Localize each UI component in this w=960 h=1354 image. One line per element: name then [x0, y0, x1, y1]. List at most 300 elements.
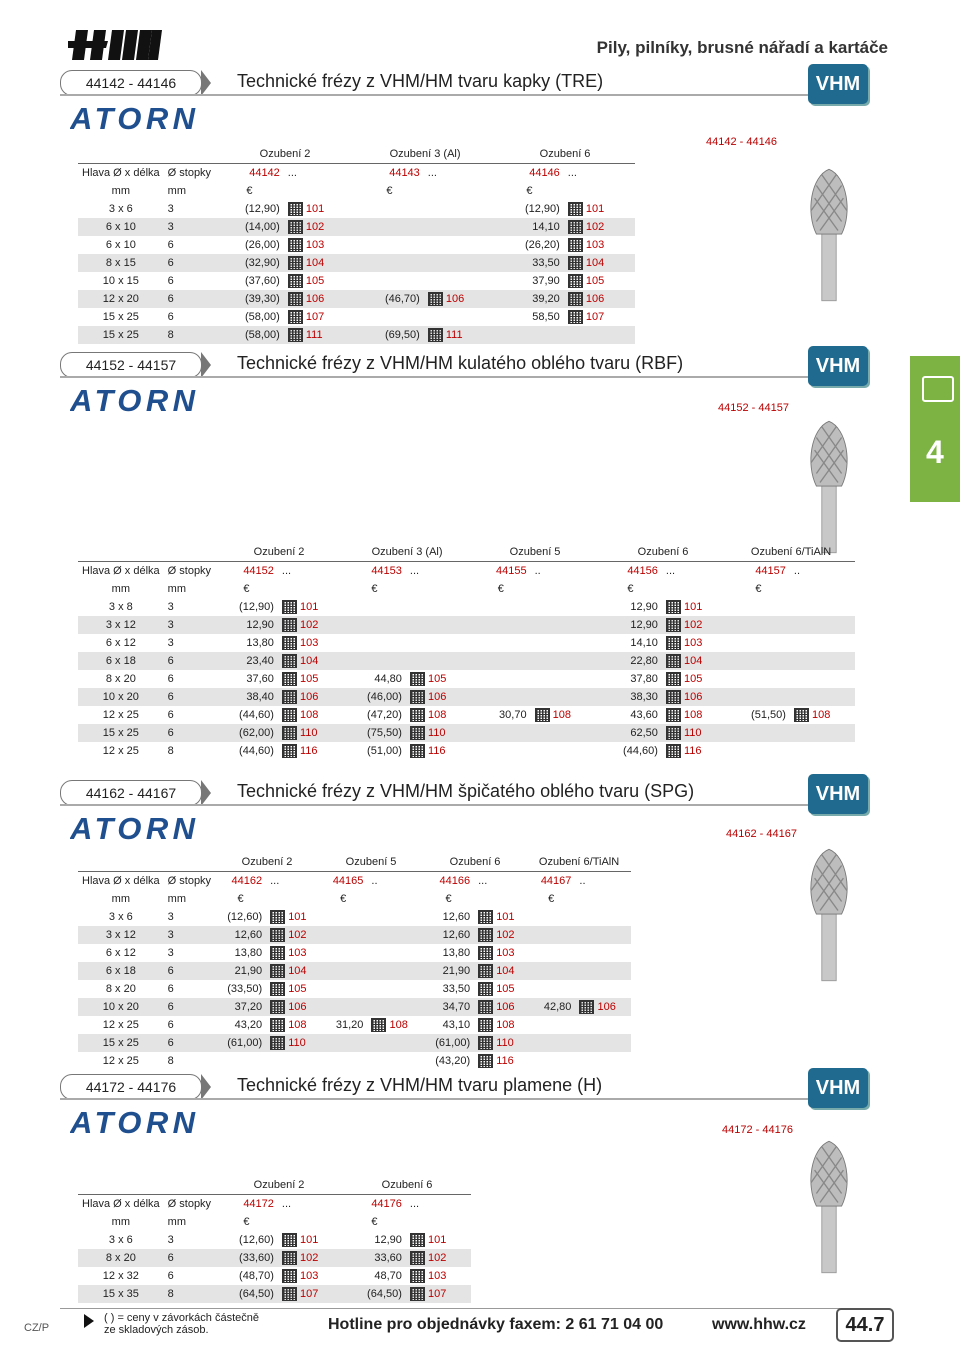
- table-spacer: [78, 1176, 164, 1195]
- order-ref-cell: [284, 290, 355, 308]
- order-ref-cell: [575, 926, 631, 944]
- price-cell: 37,60: [215, 670, 278, 688]
- section-divider: [60, 804, 868, 806]
- group-code-dots: ...: [281, 565, 292, 577]
- shank-diameter: 6: [164, 254, 215, 272]
- currency-symbol: €: [755, 583, 762, 595]
- order-ref-cell: [531, 742, 600, 760]
- order-ref-cell: [424, 308, 495, 326]
- shank-diameter: 3: [164, 218, 215, 236]
- price-cell: (64,50): [343, 1285, 406, 1303]
- order-ref-number: 103: [299, 1269, 319, 1282]
- qr-code-icon: [428, 328, 443, 342]
- order-ref-cell: [575, 908, 631, 926]
- price-cell: [471, 616, 531, 634]
- order-ref-number: 101: [288, 910, 307, 923]
- order-ref-number: 107: [427, 1287, 447, 1300]
- group-label: Ozubení 6: [343, 1176, 471, 1195]
- order-ref-cell: [662, 742, 727, 760]
- price-cell: (12,90): [215, 598, 278, 616]
- table-spacer: [284, 182, 355, 200]
- shank-diameter: 6: [164, 290, 215, 308]
- table-spacer: [164, 853, 215, 872]
- price-cell: [319, 1052, 367, 1070]
- qr-code-icon: [270, 946, 285, 960]
- qr-code-icon: [288, 238, 303, 252]
- order-ref-cell: [790, 670, 855, 688]
- order-ref-number: 103: [305, 238, 325, 251]
- table-row: [78, 688, 855, 706]
- image-product-code: 44142 - 44146: [706, 136, 777, 148]
- table-group-row: [78, 543, 855, 562]
- table-spacer: [564, 182, 635, 200]
- order-ref-cell: [564, 254, 635, 272]
- shank-diameter: 6: [164, 670, 215, 688]
- order-ref-cell: [575, 998, 631, 1016]
- price-cell: 13,80: [215, 634, 278, 652]
- price-cell: 31,20: [319, 1016, 367, 1034]
- table-spacer: [790, 580, 855, 598]
- order-ref-cell: [406, 1231, 471, 1249]
- order-ref-cell: [367, 1052, 423, 1070]
- col-shank-label: Ø stopky: [167, 875, 212, 887]
- qr-code-icon: [282, 708, 297, 722]
- group-code: 44172: [243, 1198, 274, 1210]
- group-code: 44176: [371, 1198, 402, 1210]
- table-spacer: [278, 580, 343, 598]
- qr-code-icon: [579, 1000, 594, 1014]
- price-cell: [527, 1016, 575, 1034]
- group-label: Ozubení 2: [215, 1176, 343, 1195]
- price-cell: (33,50): [215, 980, 266, 998]
- order-ref-number: 102: [299, 1251, 319, 1264]
- atorn-logo: [70, 384, 205, 416]
- order-ref-cell: [266, 962, 319, 980]
- head-size: 8 x 20: [78, 670, 164, 688]
- shank-diameter: 6: [164, 272, 215, 290]
- section-divider: [60, 376, 868, 378]
- table-spacer: [164, 145, 215, 164]
- table-group-row: [78, 1176, 471, 1195]
- qr-code-icon: [288, 310, 303, 324]
- order-ref-cell: [406, 1249, 471, 1267]
- shank-diameter: 6: [164, 980, 215, 998]
- price-cell: (51,50): [727, 706, 790, 724]
- table-spacer: [406, 580, 471, 598]
- order-ref-cell: [367, 1016, 423, 1034]
- price-cell: [355, 200, 424, 218]
- order-ref-number: 105: [496, 982, 515, 995]
- qr-code-icon: [282, 1269, 297, 1283]
- col-head-label: Hlava Ø x délka: [82, 875, 160, 887]
- head-size: 3 x 12: [78, 926, 164, 944]
- table-spacer: [266, 890, 319, 908]
- page-footer: [0, 1300, 960, 1354]
- order-ref-cell: [575, 1016, 631, 1034]
- qr-code-icon: [270, 1018, 285, 1032]
- table-row: [78, 308, 635, 326]
- order-ref-number: 108: [427, 708, 447, 721]
- table-row: [78, 236, 635, 254]
- shank-diameter: 3: [164, 944, 215, 962]
- price-cell: 44,80: [343, 670, 406, 688]
- price-cell: 34,70: [423, 998, 474, 1016]
- price-cell: [527, 1052, 575, 1070]
- atorn-logo: [70, 1106, 205, 1138]
- table-header-row: [78, 164, 635, 183]
- group-label: Ozubení 5: [471, 543, 599, 562]
- head-size: 15 x 25: [78, 1034, 164, 1052]
- order-ref-cell: [278, 652, 343, 670]
- currency-symbol: €: [237, 893, 244, 905]
- order-ref-cell: [790, 652, 855, 670]
- order-ref-number: 104: [585, 256, 605, 269]
- price-cell: [727, 670, 790, 688]
- price-cell: (58,00): [215, 326, 284, 344]
- qr-code-icon: [410, 744, 425, 758]
- qr-code-icon: [270, 1036, 285, 1050]
- order-ref-number: 101: [585, 202, 605, 215]
- qr-code-icon: [282, 1233, 297, 1247]
- price-cell: (39,30): [215, 290, 284, 308]
- vhm-badge: VHM: [808, 1068, 868, 1108]
- order-ref-cell: [284, 200, 355, 218]
- order-ref-cell: [575, 962, 631, 980]
- order-ref-number: 101: [299, 600, 319, 613]
- head-size: 8 x 20: [78, 1249, 164, 1267]
- qr-code-icon: [666, 636, 681, 650]
- price-cell: (37,60): [215, 272, 284, 290]
- shank-diameter: 8: [164, 742, 215, 760]
- qr-code-icon: [568, 220, 583, 234]
- order-ref-number: 107: [585, 310, 605, 323]
- shank-diameter: 3: [164, 200, 215, 218]
- price-cell: 48,70: [343, 1267, 406, 1285]
- table-row: [78, 272, 635, 290]
- order-ref-number: 104: [305, 256, 325, 269]
- order-ref-cell: [406, 598, 471, 616]
- qr-code-icon: [666, 600, 681, 614]
- head-size: 3 x 6: [78, 200, 164, 218]
- col-shank-label: Ø stopky: [167, 1198, 212, 1210]
- shank-diameter: 3: [164, 908, 215, 926]
- head-size: 3 x 6: [78, 1231, 164, 1249]
- qr-code-icon: [288, 256, 303, 270]
- order-ref-number: 111: [305, 328, 323, 341]
- price-cell: 21,90: [423, 962, 474, 980]
- table-row: [78, 200, 635, 218]
- price-cell: 33,60: [343, 1249, 406, 1267]
- table-spacer: [78, 853, 164, 872]
- qr-code-icon: [666, 708, 681, 722]
- price-cell: [319, 980, 367, 998]
- qr-code-icon: [568, 274, 583, 288]
- group-code-dots: ...: [281, 1198, 292, 1210]
- order-ref-cell: [474, 908, 527, 926]
- section-range-label: 44152 - 44157: [60, 352, 202, 378]
- qr-code-icon: [410, 708, 425, 722]
- order-ref-number: 103: [427, 1269, 447, 1282]
- table-row: [78, 926, 631, 944]
- order-ref-cell: [367, 962, 423, 980]
- order-ref-cell: [406, 724, 471, 742]
- group-code-dots: ...: [270, 875, 280, 887]
- shank-diameter: 6: [164, 1267, 215, 1285]
- order-ref-number: 110: [299, 726, 318, 739]
- currency-symbol: €: [340, 893, 347, 905]
- order-ref-number: 103: [496, 946, 515, 959]
- group-code-dots: ...: [427, 167, 437, 179]
- qr-code-icon: [288, 202, 303, 216]
- order-ref-number: 106: [445, 292, 465, 305]
- order-ref-cell: [564, 326, 635, 344]
- shank-diameter: 8: [164, 1285, 215, 1303]
- order-ref-cell: [406, 706, 471, 724]
- order-ref-number: 106: [299, 690, 319, 703]
- unit-mm: mm: [167, 1216, 186, 1228]
- group-label: Ozubení 6: [599, 543, 727, 562]
- currency-symbol: €: [627, 583, 634, 595]
- price-cell: [355, 254, 424, 272]
- order-ref-cell: [284, 326, 355, 344]
- order-ref-number: 104: [496, 964, 515, 977]
- table-spacer: [278, 1213, 343, 1231]
- order-ref-number: 105: [305, 274, 325, 287]
- order-ref-cell: [367, 998, 423, 1016]
- order-ref-cell: [531, 670, 600, 688]
- price-cell: (44,60): [599, 742, 662, 760]
- qr-code-icon: [410, 726, 425, 740]
- group-label: Ozubení 6/TiAlN: [727, 543, 855, 562]
- shank-diameter: 6: [164, 706, 215, 724]
- group-code-dots: ...: [567, 167, 577, 179]
- shank-diameter: 6: [164, 962, 215, 980]
- order-ref-number: 102: [288, 928, 307, 941]
- qr-code-icon: [282, 654, 297, 668]
- price-cell: 23,40: [215, 652, 278, 670]
- order-ref-number: 116: [683, 744, 702, 757]
- product-table: [78, 543, 855, 760]
- price-cell: [355, 272, 424, 290]
- order-ref-cell: [790, 706, 855, 724]
- order-ref-cell: [278, 1231, 343, 1249]
- price-cell: (69,50): [355, 326, 424, 344]
- price-cell: [471, 724, 531, 742]
- order-ref-number: 101: [305, 202, 325, 215]
- order-ref-cell: [662, 652, 727, 670]
- table-spacer: [164, 1176, 215, 1195]
- currency-symbol: €: [243, 1216, 250, 1228]
- group-label: Ozubení 2: [215, 853, 319, 872]
- chapter-tab[interactable]: [910, 356, 960, 502]
- order-ref-number: 106: [288, 1000, 307, 1013]
- price-cell: [343, 598, 406, 616]
- order-ref-cell: [266, 908, 319, 926]
- head-size: 3 x 6: [78, 908, 164, 926]
- price-cell: [343, 634, 406, 652]
- order-ref-cell: [367, 1034, 423, 1052]
- order-ref-cell: [575, 1052, 631, 1070]
- head-size: 10 x 20: [78, 998, 164, 1016]
- order-ref-number: 106: [496, 1000, 515, 1013]
- order-ref-number: 105: [288, 982, 307, 995]
- order-ref-cell: [790, 598, 855, 616]
- order-ref-number: 107: [305, 310, 325, 323]
- qr-code-icon: [478, 946, 493, 960]
- col-head-label: Hlava Ø x délka: [82, 1198, 160, 1210]
- order-ref-cell: [266, 1052, 319, 1070]
- table-spacer: [531, 580, 600, 598]
- group-code-dots: ...: [665, 565, 676, 577]
- price-cell: [727, 724, 790, 742]
- order-ref-number: 116: [427, 744, 446, 757]
- image-product-code: 44172 - 44176: [722, 1124, 793, 1136]
- table-group-row: [78, 853, 631, 872]
- price-cell: (33,60): [215, 1249, 278, 1267]
- order-ref-cell: [790, 688, 855, 706]
- price-cell: [727, 742, 790, 760]
- order-ref-cell: [662, 634, 727, 652]
- price-cell: 33,50: [423, 980, 474, 998]
- head-size: 12 x 25: [78, 742, 164, 760]
- shank-diameter: 6: [164, 236, 215, 254]
- footer-note-line-1: ( ) = ceny v závorkách částečně: [104, 1312, 259, 1324]
- price-cell: 43,10: [423, 1016, 474, 1034]
- hhw-logo: [68, 30, 162, 60]
- price-cell: (46,70): [355, 290, 424, 308]
- order-ref-number: 101: [427, 1233, 447, 1246]
- table-row: [78, 742, 855, 760]
- group-code: 44152: [243, 565, 274, 577]
- order-ref-cell: [662, 670, 727, 688]
- order-ref-cell: [266, 1016, 319, 1034]
- order-ref-number: 102: [305, 220, 325, 233]
- qr-code-icon: [478, 1000, 493, 1014]
- qr-code-icon: [666, 618, 681, 632]
- group-code: 44153: [371, 565, 402, 577]
- price-cell: [355, 236, 424, 254]
- order-ref-cell: [266, 980, 319, 998]
- order-ref-cell: [531, 688, 600, 706]
- price-cell: 39,20: [495, 290, 564, 308]
- order-ref-cell: [284, 254, 355, 272]
- price-cell: 38,40: [215, 688, 278, 706]
- footer-website-link[interactable]: www.hhw.cz: [712, 1316, 806, 1333]
- price-cell: [319, 1034, 367, 1052]
- unit-mm: mm: [111, 185, 130, 197]
- head-size: 3 x 12: [78, 616, 164, 634]
- col-head-label: Hlava Ø x délka: [82, 167, 160, 179]
- table-row: [78, 1231, 471, 1249]
- head-size: 12 x 25: [78, 1016, 164, 1034]
- order-ref-number: 104: [299, 654, 319, 667]
- price-cell: [495, 326, 564, 344]
- price-cell: 12,60: [215, 926, 266, 944]
- qr-code-icon: [428, 292, 443, 306]
- shank-diameter: 3: [164, 598, 215, 616]
- order-ref-cell: [531, 724, 600, 742]
- price-cell: (32,90): [215, 254, 284, 272]
- head-size: 6 x 12: [78, 634, 164, 652]
- order-ref-cell: [575, 980, 631, 998]
- order-ref-number: 104: [683, 654, 703, 667]
- section-range-label: 44172 - 44176: [60, 1074, 202, 1100]
- shank-diameter: 8: [164, 1052, 215, 1070]
- order-ref-number: 105: [585, 274, 605, 287]
- carbide-burr-image: [802, 840, 856, 990]
- order-ref-cell: [406, 670, 471, 688]
- order-ref-cell: [278, 616, 343, 634]
- order-ref-cell: [367, 980, 423, 998]
- table-unit-row: [78, 182, 635, 200]
- shank-diameter: 6: [164, 724, 215, 742]
- head-size: 15 x 25: [78, 308, 164, 326]
- currency-symbol: €: [526, 185, 533, 197]
- head-size: 15 x 25: [78, 724, 164, 742]
- table-spacer: [575, 890, 631, 908]
- price-cell: [319, 944, 367, 962]
- price-cell: 62,50: [599, 724, 662, 742]
- svg-text:ATORN: ATORN: [70, 1106, 195, 1138]
- order-ref-number: 108: [288, 1018, 307, 1031]
- carbide-burr-image: [802, 160, 856, 310]
- qr-code-icon: [282, 600, 297, 614]
- group-label: Ozubení 6: [495, 145, 635, 164]
- price-cell: [471, 652, 531, 670]
- price-cell: [727, 652, 790, 670]
- price-cell: [527, 944, 575, 962]
- order-ref-number: 110: [683, 726, 702, 739]
- price-cell: (44,60): [215, 706, 278, 724]
- qr-code-icon: [282, 744, 297, 758]
- product-table: [78, 1176, 471, 1303]
- head-size: 6 x 18: [78, 652, 164, 670]
- currency-symbol: €: [445, 893, 452, 905]
- head-size: 8 x 15: [78, 254, 164, 272]
- order-ref-number: 102: [585, 220, 605, 233]
- price-cell: [319, 998, 367, 1016]
- price-cell: [471, 670, 531, 688]
- order-ref-cell: [662, 688, 727, 706]
- table-spacer: [474, 890, 527, 908]
- order-ref-cell: [406, 616, 471, 634]
- group-code: 44155: [495, 565, 527, 577]
- qr-code-icon: [410, 1269, 425, 1283]
- order-ref-cell: [564, 272, 635, 290]
- group-label: Ozubení 3 (Al): [355, 145, 495, 164]
- qr-code-icon: [282, 618, 297, 632]
- order-ref-number: 106: [305, 292, 325, 305]
- table-row: [78, 634, 855, 652]
- order-ref-cell: [278, 1267, 343, 1285]
- price-cell: [355, 308, 424, 326]
- section-divider: [60, 94, 868, 96]
- page-category-title: Pily, pilníky, brusné nářadí a kartáče: [596, 38, 888, 57]
- order-ref-cell: [474, 944, 527, 962]
- order-ref-cell: [474, 1016, 527, 1034]
- image-product-code: 44162 - 44167: [726, 828, 797, 840]
- price-cell: [471, 598, 531, 616]
- order-ref-number: 107: [299, 1287, 319, 1300]
- qr-code-icon: [282, 726, 297, 740]
- price-cell: 43,20: [215, 1016, 266, 1034]
- order-ref-number: 111: [445, 328, 463, 341]
- qr-code-icon: [478, 1036, 493, 1050]
- shank-diameter: 3: [164, 1231, 215, 1249]
- currency-symbol: €: [246, 185, 253, 197]
- order-ref-number: 103: [585, 238, 605, 251]
- table-unit-row: [78, 1213, 471, 1231]
